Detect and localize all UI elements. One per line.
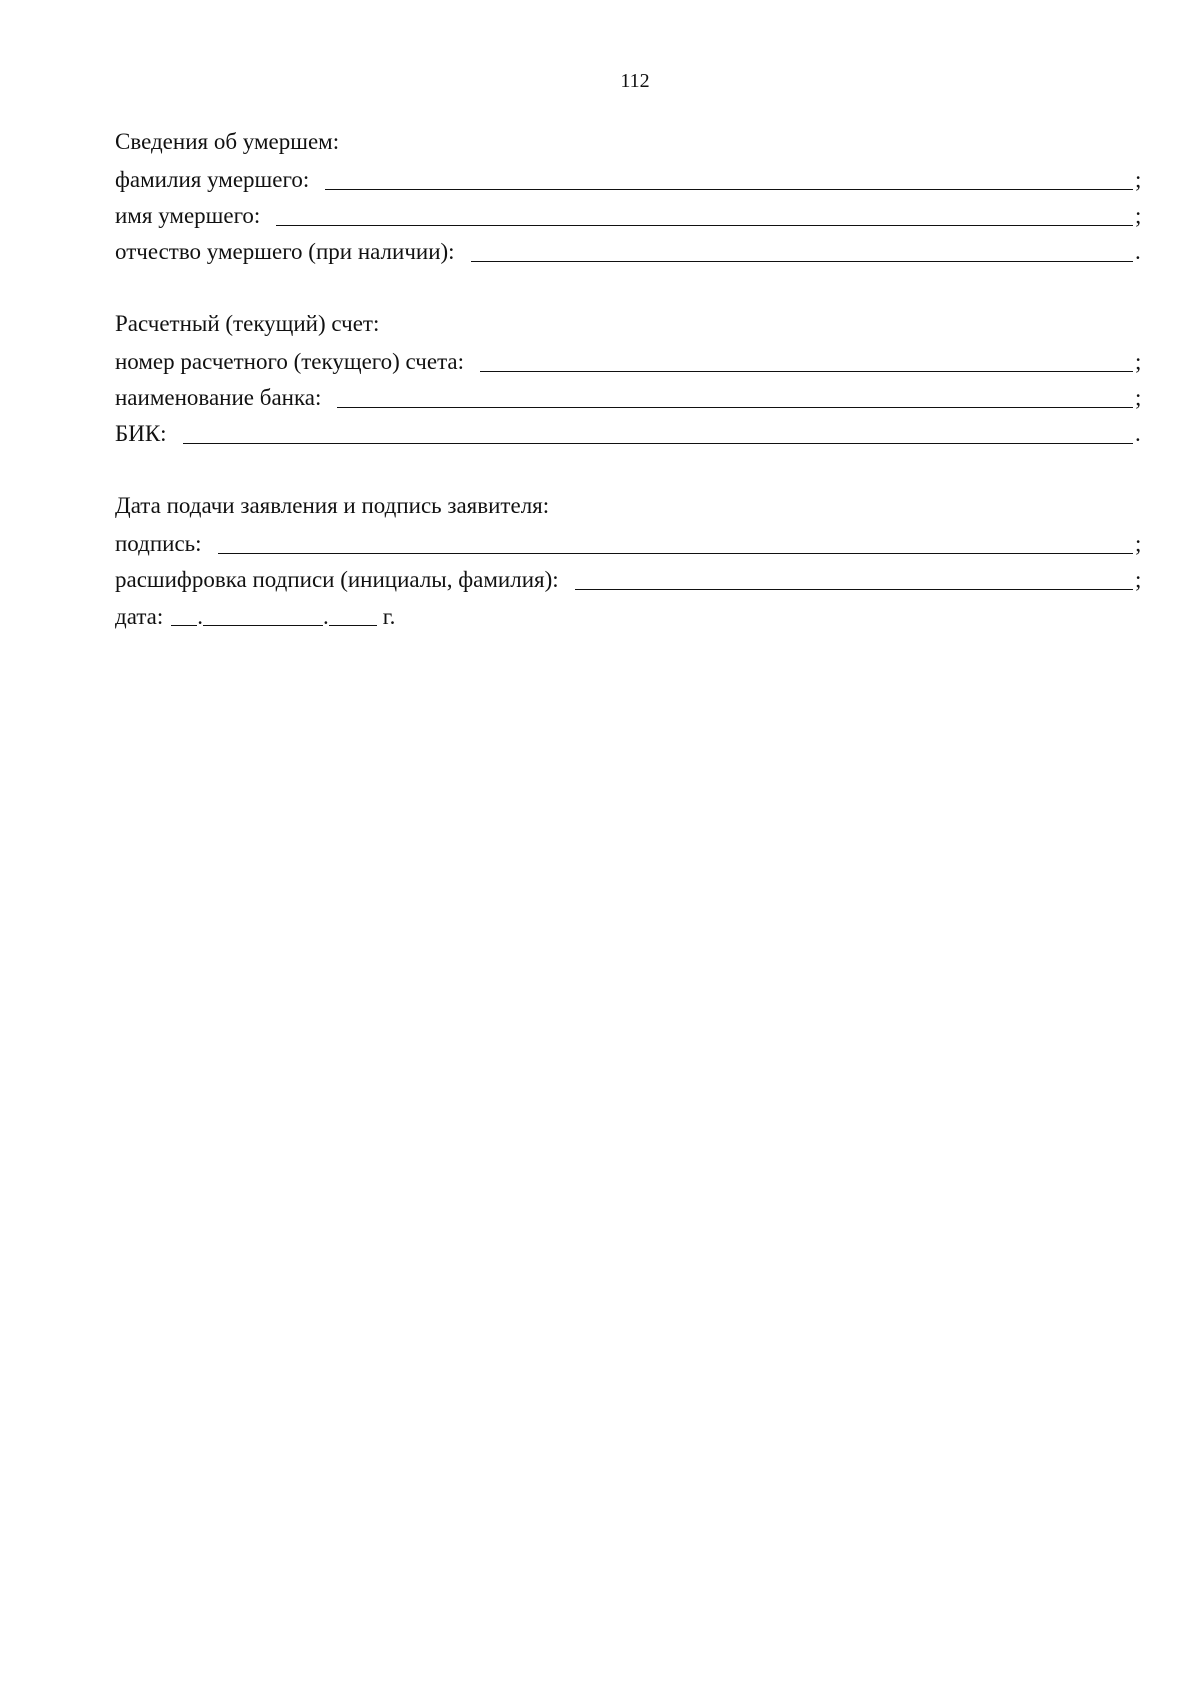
application-form [115, 124, 1145, 632]
signature-section-heading: Дата подачи заявления и подпись заявителя: [115, 493, 550, 518]
date-separator: . [323, 604, 329, 629]
bank-name-label: наименование банка: [115, 385, 322, 410]
signature-transcript-terminator: ; [1135, 567, 1142, 592]
deceased-section-heading: Сведения об умершем: [115, 129, 340, 154]
page-number: 112 [620, 70, 650, 92]
signature-field[interactable] [218, 532, 1133, 554]
bik-row [115, 414, 1145, 450]
account-number-terminator: ; [1135, 349, 1142, 374]
deceased-patronymic-terminator: . [1135, 239, 1141, 264]
deceased-name-label: имя умершего: [115, 203, 261, 228]
date-separator: . [197, 604, 203, 629]
date-year-field[interactable] [329, 604, 377, 626]
deceased-surname-label: фамилия умершего: [115, 167, 310, 192]
deceased-patronymic-field[interactable] [471, 240, 1133, 262]
deceased-name-field[interactable] [276, 204, 1133, 226]
date-label: дата: [115, 604, 164, 629]
account-number-label: номер расчетного (текущего) счета: [115, 349, 464, 374]
date-year-suffix: г. [382, 604, 396, 629]
date-month-field[interactable] [203, 604, 323, 626]
signature-transcript-field[interactable] [575, 568, 1133, 590]
date-row [115, 596, 1145, 632]
signature-transcript-label: расшифровка подписи (инициалы, фамилия): [115, 567, 559, 592]
account-number-field[interactable] [480, 350, 1133, 372]
bank-name-terminator: ; [1135, 385, 1142, 410]
deceased-name-terminator: ; [1135, 203, 1142, 228]
deceased-patronymic-label: отчество умершего (при наличии): [115, 239, 455, 264]
deceased-surname-field[interactable] [325, 168, 1133, 190]
bik-terminator: . [1135, 421, 1141, 446]
section-spacer [115, 450, 1145, 488]
signature-terminator: ; [1135, 531, 1142, 556]
bank-name-field[interactable] [337, 386, 1133, 408]
bik-label: БИК: [115, 421, 167, 446]
deceased-surname-terminator: ; [1135, 167, 1142, 192]
bik-field[interactable] [183, 422, 1133, 444]
bank-name-row [115, 378, 1145, 414]
date-day-field[interactable] [171, 604, 197, 626]
signature-transcript-row [115, 560, 1145, 596]
deceased-surname-row [115, 160, 1145, 196]
signature-row [115, 524, 1145, 560]
deceased-patronymic-row [115, 232, 1145, 268]
section-spacer [115, 268, 1145, 306]
account-section-heading: Расчетный (текущий) счет: [115, 311, 380, 336]
account-number-row [115, 342, 1145, 378]
deceased-name-row [115, 196, 1145, 232]
signature-label: подпись: [115, 531, 202, 556]
